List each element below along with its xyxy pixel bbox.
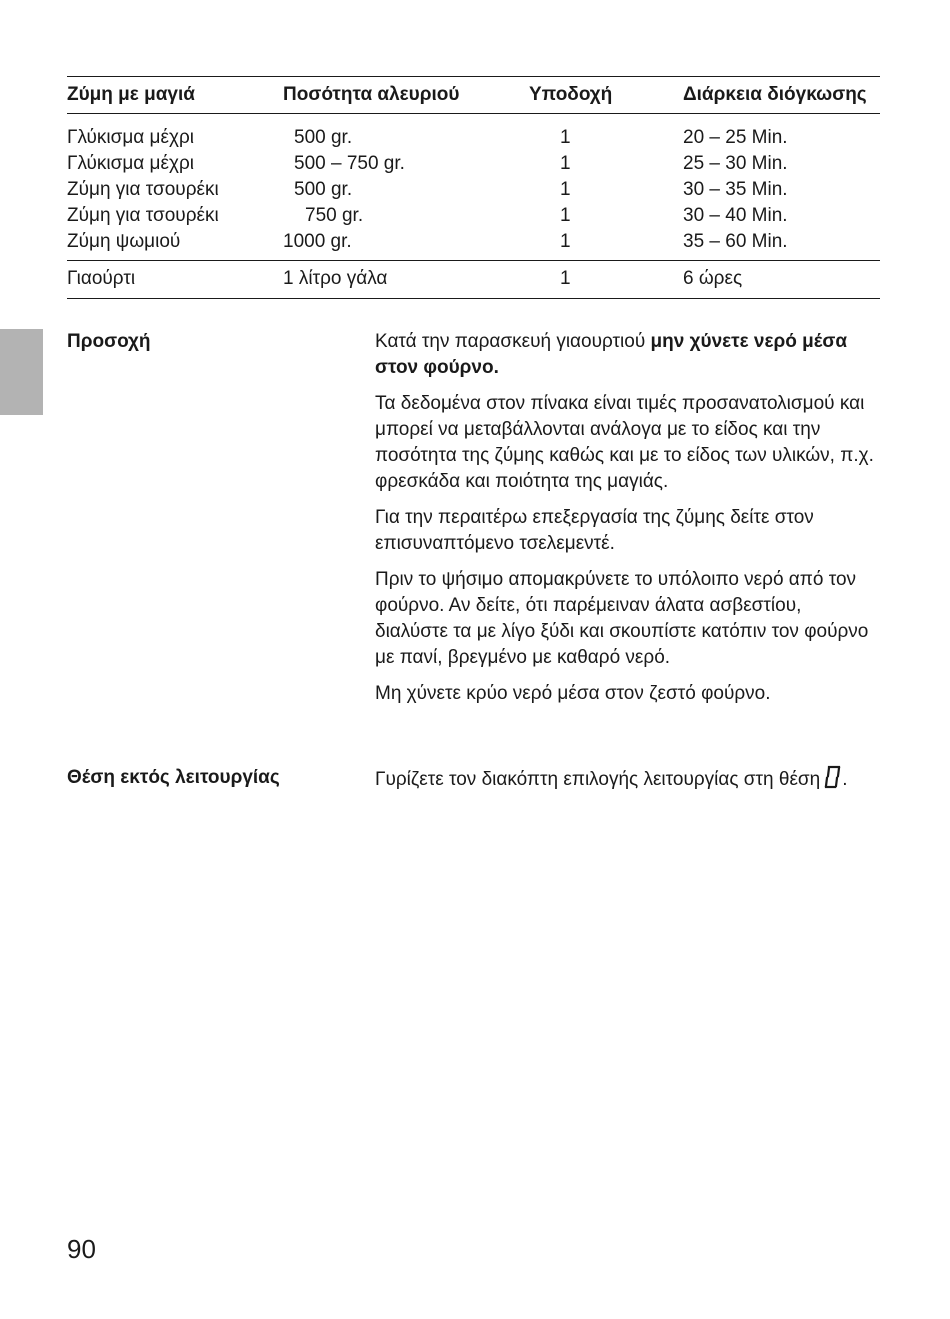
header-dough: Ζύμη με μαγιά bbox=[67, 84, 195, 105]
switch-off-text: Γυρίζετε τον διακόπτη επιλογής λειτουργίας στη θέση bbox=[375, 769, 821, 790]
table-row bbox=[67, 151, 880, 177]
table-yogurt-section bbox=[67, 261, 880, 298]
section-tab-marker bbox=[0, 329, 43, 415]
cell-flour: 500 gr. bbox=[294, 127, 353, 148]
cell-shelf: 1 bbox=[560, 179, 571, 200]
proofing-table bbox=[67, 76, 880, 299]
cell-time: 30 – 40 Min. bbox=[683, 205, 788, 226]
cell-flour: 1000 gr. bbox=[283, 231, 352, 252]
switch-off-content bbox=[375, 765, 875, 807]
table-row bbox=[67, 266, 880, 292]
caution-label: Προσοχή bbox=[67, 331, 151, 352]
cell-shelf: 1 bbox=[560, 231, 571, 252]
caution-warning-bold: μην χύνετε νερό μέσα στον φούρνο. bbox=[375, 331, 848, 378]
cell-dough: Ζύμη ψωμιού bbox=[67, 231, 181, 252]
header-proofing-time: Διάρκεια διόγκωσης bbox=[683, 84, 867, 105]
caution-content bbox=[375, 329, 875, 717]
cell-dough: Γλύκισμα μέχρι bbox=[67, 127, 194, 148]
switch-off-period: . bbox=[842, 769, 848, 790]
caution-paragraph: Πριν το ψήσιμο απομακρύνετε το υπόλοιπο νερό από τον φούρνο. Αν δείτε, ότι παρέμειναν άλατα ασβεστίου, διαλύστε τα με λίγο ξύδι και σκουπίστε κατόπιν τον φούρνο με πανί, βρεγμένο με καθαρό νερό. bbox=[375, 569, 869, 668]
cell-time: 20 – 25 Min. bbox=[683, 127, 788, 148]
cell-time: 6 ώρες bbox=[683, 268, 743, 289]
cell-flour: 500 gr. bbox=[294, 179, 353, 200]
switch-off-label: Θέση εκτός λειτουργίας bbox=[67, 767, 280, 788]
cell-time: 25 – 30 Min. bbox=[683, 153, 788, 174]
cell-shelf: 1 bbox=[560, 268, 571, 289]
caution-paragraph bbox=[375, 329, 875, 381]
caution-paragraph: Τα δεδομένα στον πίνακα είναι τιμές προσανατολισμού και μπορεί να μεταβάλλονται ανάλογα με το είδος και την ποσότητα της ζύμης καθώς και με το είδος των υλικών, π.χ. φρεσκάδα και ποιότητα της μαγιάς. bbox=[375, 393, 874, 492]
table-row bbox=[67, 125, 880, 151]
cell-flour: 1 λίτρο γάλα bbox=[283, 268, 388, 289]
header-flour-quantity: Ποσότητα αλευριού bbox=[283, 84, 460, 105]
cell-time: 35 – 60 Min. bbox=[683, 231, 788, 252]
page-number: 90 bbox=[67, 1234, 96, 1264]
cell-flour: 750 gr. bbox=[305, 205, 364, 226]
table-header-row bbox=[67, 77, 880, 113]
caution-text: Κατά την παρασκευή γιαουρτιού bbox=[375, 331, 651, 352]
caution-paragraph: Για την περαιτέρω επεξεργασία της ζύμης δείτε στον επισυναπτόμενο τσελεμεντέ. bbox=[375, 507, 814, 554]
table-bottom-rule bbox=[67, 298, 880, 299]
caution-paragraph: Μη χύνετε κρύο νερό μέσα στον ζεστό φούρνο. bbox=[375, 683, 771, 704]
seven-segment-zero-icon bbox=[824, 765, 841, 797]
table-row bbox=[67, 177, 880, 203]
cell-shelf: 1 bbox=[560, 153, 571, 174]
cell-flour: 500 – 750 gr. bbox=[294, 153, 405, 174]
table-row bbox=[67, 203, 880, 229]
table-body bbox=[67, 114, 880, 260]
cell-dough: Ζύμη για τσουρέκι bbox=[67, 205, 219, 226]
cell-dough: Γλύκισμα μέχρι bbox=[67, 153, 194, 174]
table-row bbox=[67, 229, 880, 255]
switch-off-paragraph bbox=[375, 765, 875, 797]
header-shelf: Υποδοχή bbox=[529, 84, 613, 105]
cell-shelf: 1 bbox=[560, 205, 571, 226]
cell-time: 30 – 35 Min. bbox=[683, 179, 788, 200]
cell-dough: Γιαούρτι bbox=[67, 268, 136, 289]
cell-shelf: 1 bbox=[560, 127, 571, 148]
cell-dough: Ζύμη για τσουρέκι bbox=[67, 179, 219, 200]
